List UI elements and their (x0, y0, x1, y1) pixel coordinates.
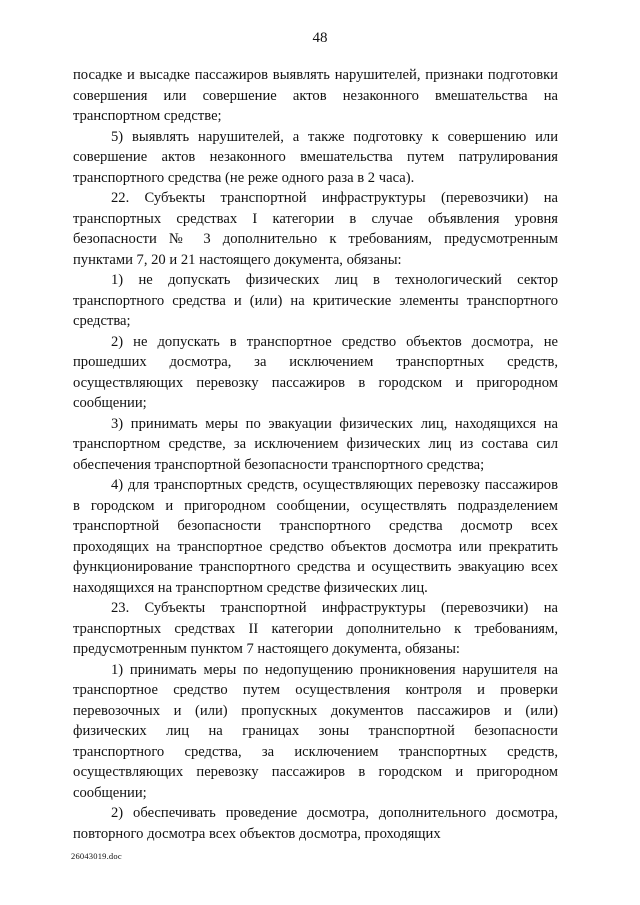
paragraph: 5) выявлять нарушителей, а также подготовку к совершению или совершение актов незаконного вмешательства путем патрулирования транспортного средства (не реже одного раза в 2 часа). (73, 128, 558, 186)
page-number: 48 (312, 30, 328, 46)
paragraph: 22. Субъекты транспортной инфраструктуры (перевозчики) на транспортных средствах I категории в случае объявления уровня безопасности № 3 дополнительно к требованиям, предусмотренным пунктами 7, 20 и 21 настоящего документа, обязаны: (73, 190, 558, 268)
paragraph: 2) обеспечивать проведение досмотра, дополнительного досмотра, повторного досмотра всех объектов досмотра, проходящих (73, 805, 558, 842)
paragraph: посадке и высадке пассажиров выявлять нарушителей, признаки подготовки совершения или совершение актов незаконного вмешательства на транспортном средстве; (73, 67, 558, 124)
document-body (73, 65, 558, 844)
paragraph: 23. Субъекты транспортной инфраструктуры (перевозчики) на транспортных средствах II категории дополнительно к требованиям, предусмотренным пунктом 7 настоящего документа, обязаны: (73, 600, 558, 657)
paragraph: 1) принимать меры по недопущению проникновения нарушителя на транспортное средство путем осуществления контроля и проверки перевозочных и (или) пропускных документов пассажиров и (или) физических лиц на границах зоны транспортной безопасности транспортного средства, за исключением транспортных средств, осуществляющих перевозку пассажиров в городском и пригородном сообщении; (73, 661, 558, 801)
paragraph: 1) не допускать физических лиц в технологический сектор транспортного средства и (или) на критические элементы транспортного средства; (73, 272, 558, 329)
paragraph: 2) не допускать в транспортное средство объектов досмотра, не прошедших досмотра, за исключением транспортных средств, осуществляющих перевозку пассажиров в городском и пригородном сообщении; (73, 333, 558, 411)
footer-filename: 26043019.doc (71, 851, 122, 861)
paragraph: 4) для транспортных средств, осуществляющих перевозку пассажиров в городском и пригородном сообщении, осуществлять подразделением транспортной безопасности транспортного средства досмотр всех проходящих на транспортное средство объектов досмотра или прекратить функционирование транспортного средства и осуществить эвакуацию всех находящихся на транспортном средстве физических лиц. (73, 477, 558, 596)
paragraph: 3) принимать меры по эвакуации физических лиц, находящихся на транспортном средстве, за исключением физических лиц из состава сил обеспечения транспортной безопасности транспортного средства; (73, 415, 558, 473)
